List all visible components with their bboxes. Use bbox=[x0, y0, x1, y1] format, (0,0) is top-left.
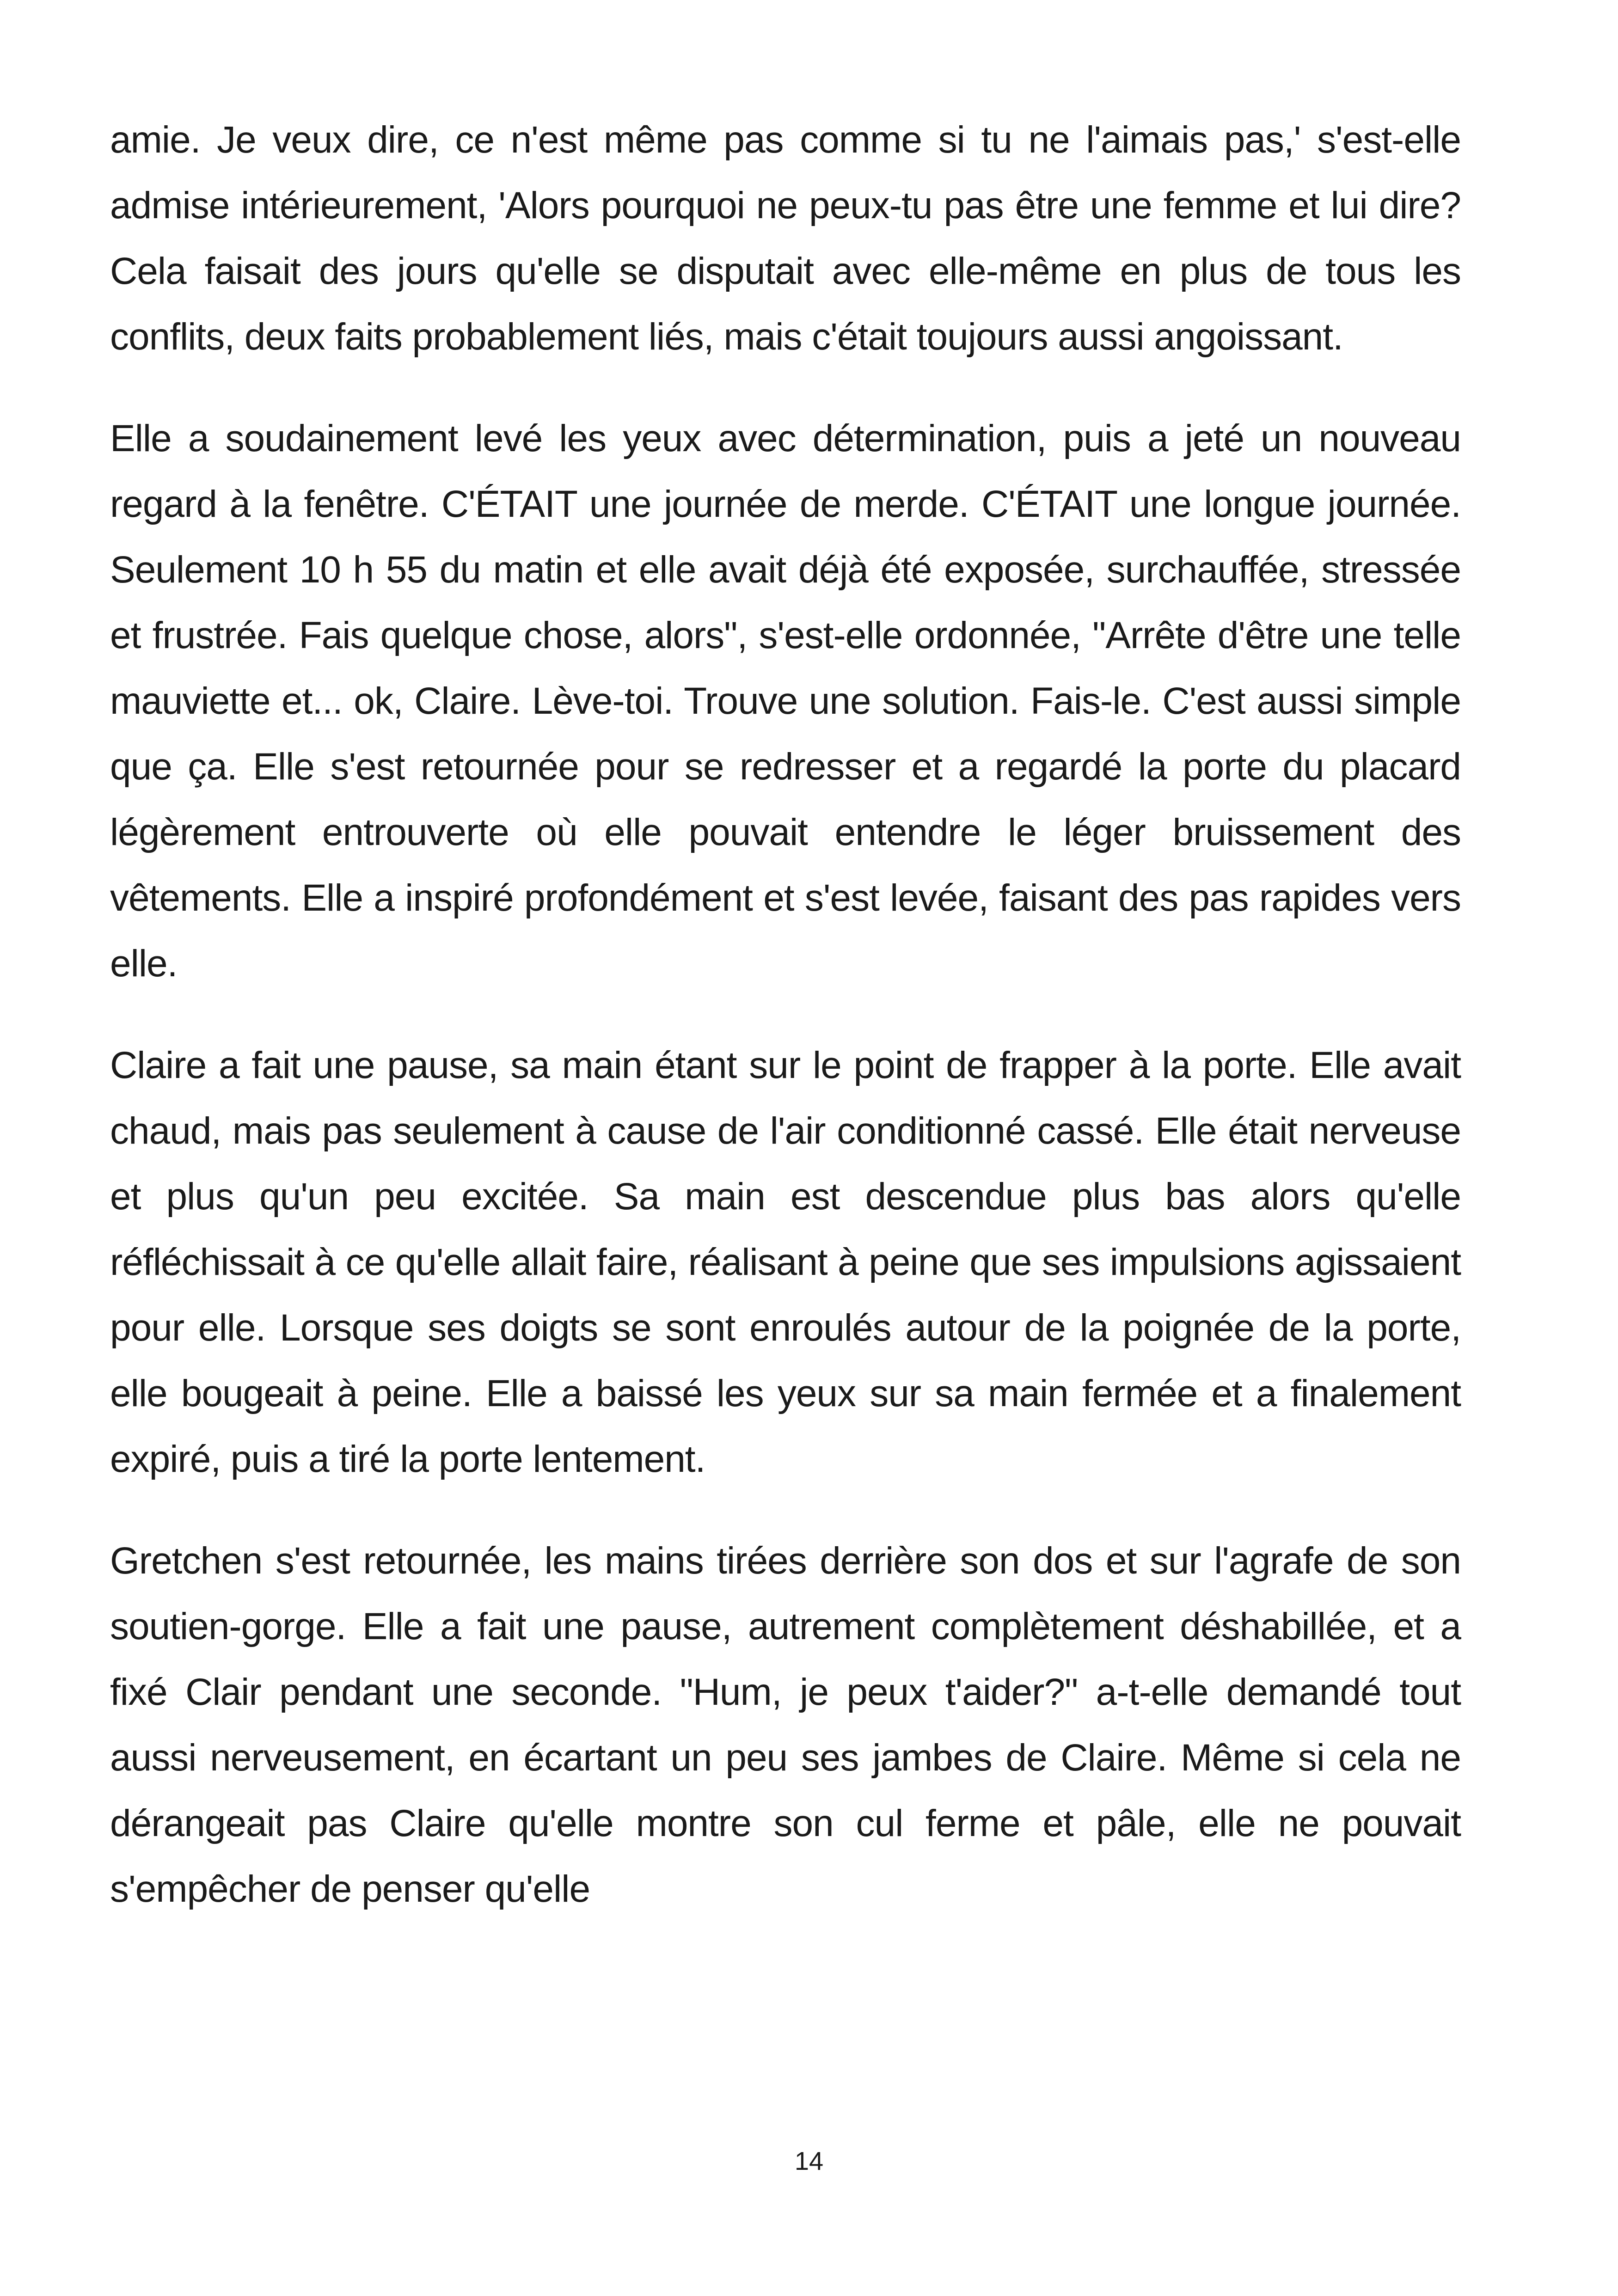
body-text bbox=[110, 107, 1461, 1922]
paragraph-4: Gretchen s'est retournée, les mains tirées derrière son dos et sur l'agrafe de son soutien-gorge. Elle a fait une pause, autrement complètement déshabillée, et a fixé Clair pendant une seconde. "Hum, je peux t'aider?" a-t-elle demandé tout aussi nerveusement, en écartant un peu ses jambes de Claire. Même si cela ne dérangeait pas Claire qu'elle montre son cul ferme et pâle, elle ne pouvait s'empêcher de penser qu'elle bbox=[110, 1540, 1461, 1910]
paragraph-2: Elle a soudainement levé les yeux avec détermination, puis a jeté un nouveau regard à la fenêtre. C'ÉTAIT une journée de merde. C'ÉTAIT une longue journée. Seulement 10 h 55 du matin et elle avait déjà été exposée, surchauffée, stressée et frustrée. Fais quelque chose, alors", s'est-elle ordonnée, "Arrête d'être une telle mauviette et... ok, Claire. Lève-toi. Trouve une solution. Fais-le. C'est aussi simple que ça. Elle s'est retournée pour se redresser et a regardé la porte du placard légèrement entrouverte où elle pouvait entendre le léger bruissement des vêtements. Elle a inspiré profondément et s'est levée, faisant des pas rapides vers elle. bbox=[110, 417, 1461, 985]
paragraph-1: amie. Je veux dire, ce n'est même pas comme si tu ne l'aimais pas,' s'est-elle admise intérieurement, 'Alors pourquoi ne peux-tu pas être une femme et lui dire? Cela faisait des jours qu'elle se disputait avec elle-même en plus de tous les conflits, deux faits probablement liés, mais c'était toujours aussi angoissant. bbox=[110, 119, 1461, 358]
page-number: 14 bbox=[794, 2146, 824, 2175]
paragraph-3: Claire a fait une pause, sa main étant sur le point de frapper à la porte. Elle avait chaud, mais pas seulement à cause de l'air conditionné cassé. Elle était nerveuse et plus qu'un peu excitée. Sa main est descendue plus bas alors qu'elle réfléchissait à ce qu'elle allait faire, réalisant à peine que ses impulsions agissaient pour elle. Lorsque ses doigts se sont enroulés autour de la poignée de la porte, elle bougeait à peine. Elle a baissé les yeux sur sa main fermée et a finalement expiré, puis a tiré la porte lentement. bbox=[110, 1044, 1461, 1480]
